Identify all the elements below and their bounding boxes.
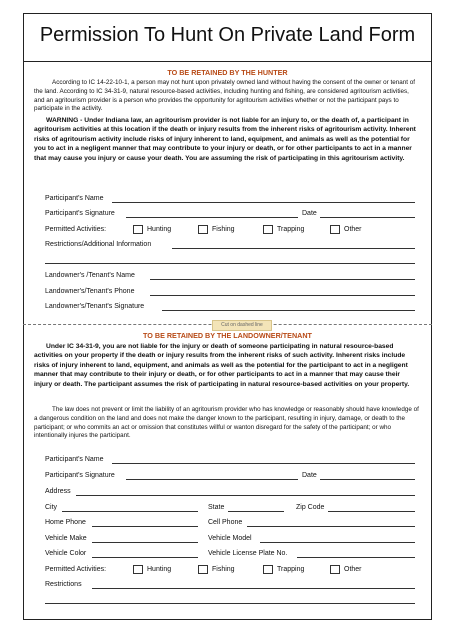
- state-field[interactable]: [228, 511, 284, 512]
- hunter-date-field[interactable]: [320, 217, 415, 218]
- landowner-notice-paragraph: Under IC 34-31-9, you are not liable for the injury or death of someone participating in natural resource-based activities on your property if the death or injury results from the inherent risks of such activity. Inherent risks include risks of injury inherent to land, equipment, and animals as well as the potential for the participant to act in a negligent manner that may contribute to their injury or death, or for other participants to act in a manner that may cause their injury or death. The participant assumes the risk of participating in natural resource-based activities on your property.: [34, 343, 410, 388]
- landowner-name-field[interactable]: [150, 279, 415, 280]
- form-title: Permission To Hunt On Private Land Form: [39, 24, 416, 46]
- participant-name-label: Participant's Name: [45, 456, 104, 463]
- hunter-hunting-checkbox[interactable]: [133, 225, 143, 234]
- zip-label: Zip Code: [296, 504, 325, 511]
- hunter-date-label: Date: [302, 210, 317, 217]
- vehicle-model-field[interactable]: [260, 542, 415, 543]
- cell-phone-label: Cell Phone: [208, 519, 243, 526]
- trapping-checkbox[interactable]: [263, 565, 273, 574]
- vehicle-make-field[interactable]: [92, 542, 198, 543]
- hunter-restrictions-label: Restrictions/Additional Information: [45, 241, 152, 248]
- restrictions-label: Restrictions: [45, 581, 82, 588]
- hunter-fishing-label: Fishing: [212, 226, 235, 233]
- hunter-permitted-activities-label: Permitted Activities:: [45, 226, 107, 233]
- hunting-checkbox[interactable]: [133, 565, 143, 574]
- hunter-section-heading: TO BE RETAINED BY THE HUNTER: [167, 68, 288, 77]
- vehicle-color-label: Vehicle Color: [45, 550, 87, 557]
- participant-signature-label: Participant's Signature: [45, 472, 115, 479]
- city-field[interactable]: [62, 511, 198, 512]
- address-field[interactable]: [76, 495, 415, 496]
- state-label: State: [208, 504, 225, 511]
- landowner-law-note-paragraph: The law does not prevent or limit the liability of an agritourism provider who has knowledge or reasonably should have knowledge of a dangerous condition on the land and does not make the danger known to the participant, resulting in injury, damage, or death to the participant; or who commits an act or omission that constitutes willful or wanton disregard for the safety of the participant; or who intentionally injures the participant.: [34, 406, 419, 440]
- landowner-phone-label: Landowner's/Tenant's Phone: [45, 288, 135, 295]
- zip-field[interactable]: [328, 511, 415, 512]
- hunter-trapping-label: Trapping: [277, 226, 305, 233]
- landowner-section-heading: TO BE RETAINED BY THE LANDOWNER/TENANT: [143, 331, 312, 340]
- vehicle-plate-label: Vehicle License Plate No.: [208, 550, 288, 557]
- landowner-signature-field[interactable]: [162, 310, 415, 311]
- hunter-participant-signature-label: Participant's Signature: [45, 210, 115, 217]
- vehicle-make-label: Vehicle Make: [45, 535, 87, 542]
- landowner-phone-field[interactable]: [150, 295, 415, 296]
- hunter-other-checkbox[interactable]: [330, 225, 340, 234]
- hunter-other-label: Other: [344, 226, 362, 233]
- hunter-intro-paragraph: According to IC 14-22-10-1, a person may not hunt upon privately owned land without having the consent of the owner or tenant of the land. According to IC 34-31-9, natural resource-based activities, including hunting and fishing, are considered agritourism activities, and an agritourism provider is a person who provides the opportunity for agritourism activities whether or not the participant pays to participate in the activity.: [34, 79, 415, 113]
- fishing-label: Fishing: [212, 566, 235, 573]
- participant-signature-field[interactable]: [126, 479, 298, 480]
- hunter-participant-signature-field[interactable]: [126, 217, 298, 218]
- home-phone-label: Home Phone: [45, 519, 86, 526]
- hunter-restrictions-field[interactable]: [172, 248, 415, 249]
- address-label: Address: [45, 488, 71, 495]
- other-label: Other: [344, 566, 362, 573]
- vehicle-model-label: Vehicle Model: [208, 535, 252, 542]
- landowner-signature-label: Landowner's/Tenant's Signature: [45, 303, 145, 310]
- date-label: Date: [302, 472, 317, 479]
- hunter-restrictions-field-2[interactable]: [45, 263, 415, 264]
- trapping-label: Trapping: [277, 566, 305, 573]
- fishing-checkbox[interactable]: [198, 565, 208, 574]
- hunter-participant-name-field[interactable]: [112, 202, 415, 203]
- hunter-trapping-checkbox[interactable]: [263, 225, 273, 234]
- hunter-participant-name-label: Participant's Name: [45, 195, 104, 202]
- cell-phone-field[interactable]: [247, 526, 415, 527]
- landowner-name-label: Landowner's /Tenant's Name: [45, 272, 135, 279]
- other-checkbox[interactable]: [330, 565, 340, 574]
- hunter-hunting-label: Hunting: [147, 226, 172, 233]
- title-divider: [23, 61, 432, 62]
- permitted-activities-label: Permitted Activities:: [45, 566, 107, 573]
- city-label: City: [45, 504, 58, 511]
- restrictions-field-2[interactable]: [45, 603, 415, 604]
- participant-name-field[interactable]: [112, 463, 415, 464]
- home-phone-field[interactable]: [92, 526, 198, 527]
- hunting-label: Hunting: [147, 566, 172, 573]
- cut-line-label: Cut on dashed line: [212, 320, 272, 331]
- vehicle-plate-field[interactable]: [297, 557, 415, 558]
- restrictions-field[interactable]: [92, 588, 415, 589]
- vehicle-color-field[interactable]: [92, 557, 198, 558]
- hunter-warning-paragraph: WARNING - Under Indiana law, an agritourism provider is not liable for an injury to, or the death of, a participant in agritourism activities at this location if the death or injury results from the inherent risks of agritourism activity. Inherent risks of agritourism activity include risks of injury inherent to land, equipment, and animals as well as the potential for you to act in a negligent manner that may contribute to your injury or death, or for other participants to act in a manner that may cause you injury or cause your death. You are assuming the risk of participating in this agritourism activity.: [34, 117, 416, 162]
- hunter-fishing-checkbox[interactable]: [198, 225, 208, 234]
- date-field[interactable]: [320, 479, 415, 480]
